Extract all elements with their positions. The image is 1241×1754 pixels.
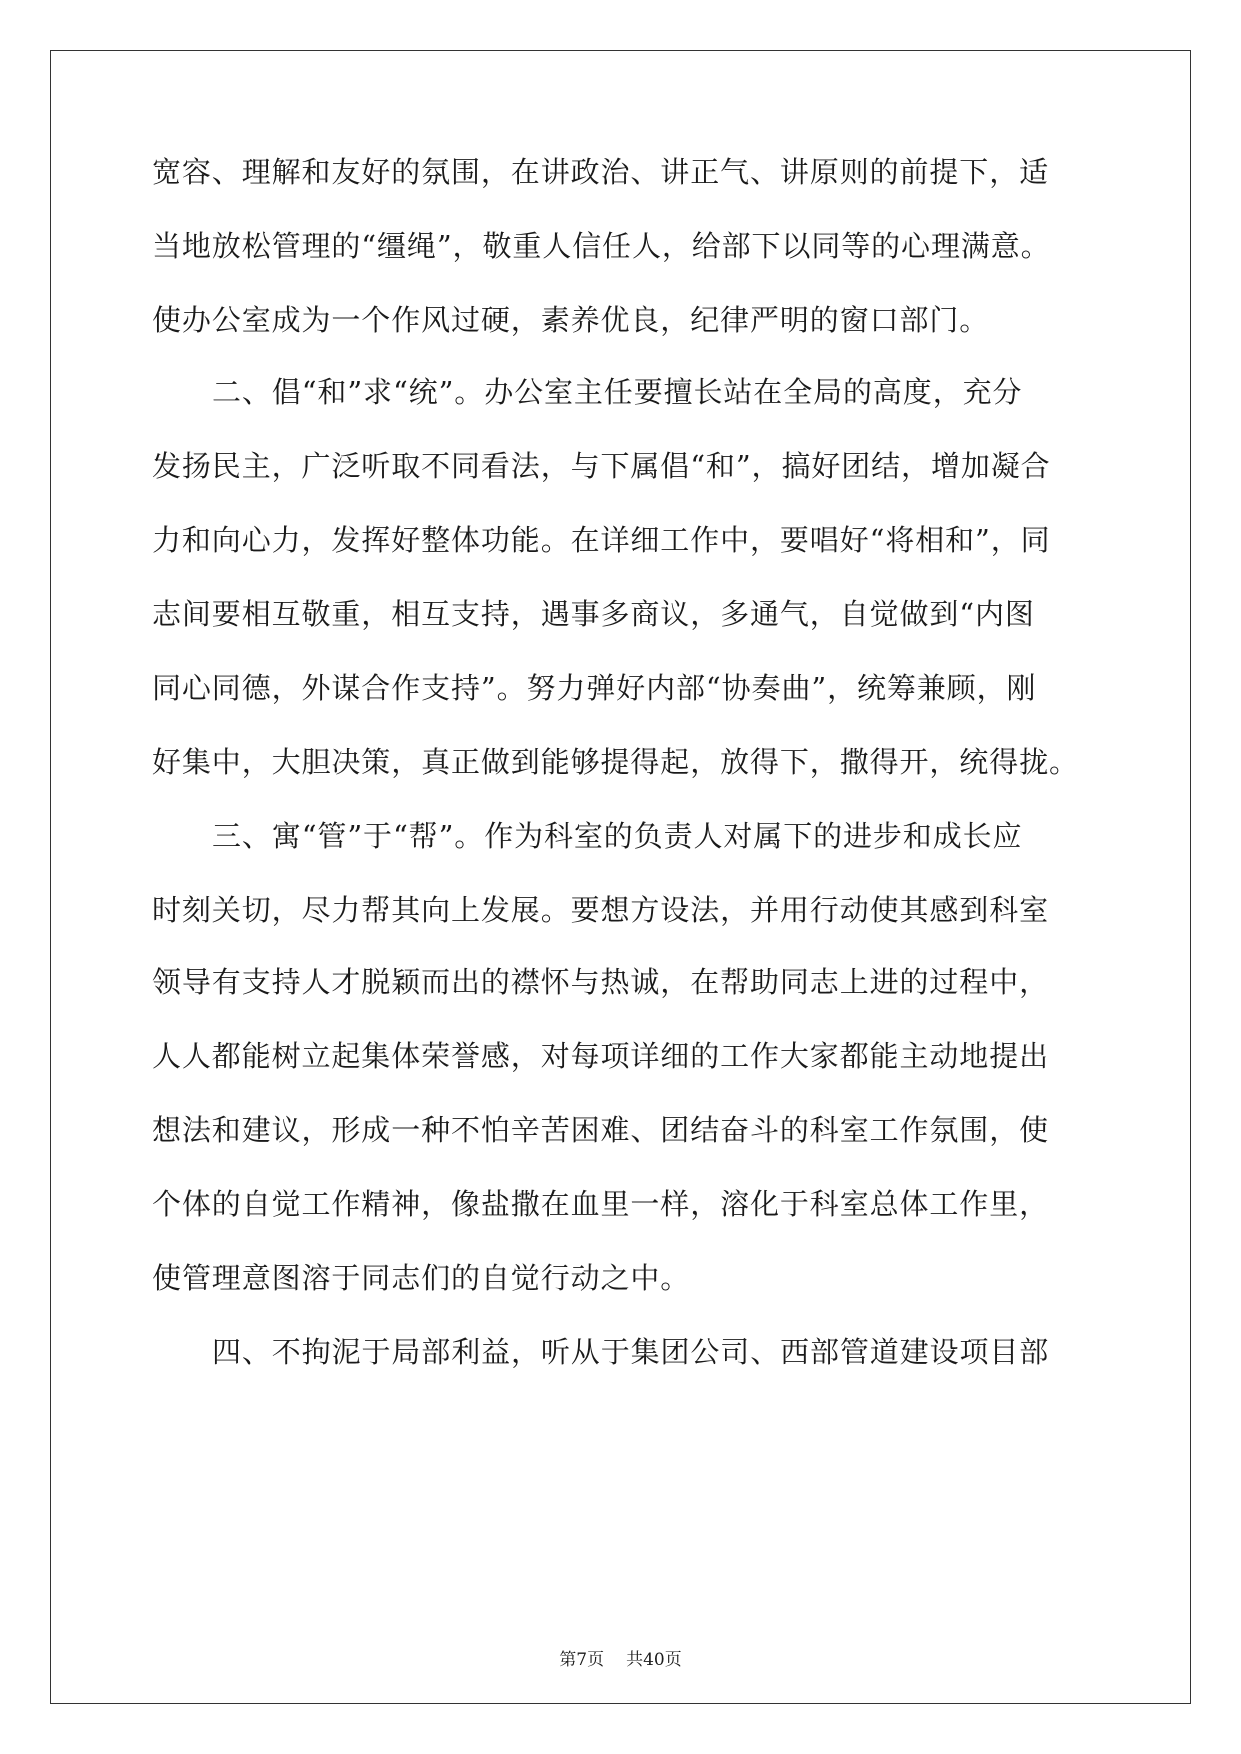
text-line: 领导有支持人才脱颖而出的襟怀与热诚，在帮助同志上进的过程中， xyxy=(152,965,1050,999)
page-number: 第7页 xyxy=(559,1650,605,1670)
text-line: 宽容、理解和友好的氛围，在讲政治、讲正气、讲原则的前提下，适 xyxy=(152,155,1050,189)
page-total: 共40页 xyxy=(626,1650,682,1670)
text-line: 当地放松管理的“缰绳”，敬重人信任人，给部下以同等的心理满意。 xyxy=(152,229,1051,263)
page-footer xyxy=(0,1648,1241,1672)
paragraph-start-line: 三、寓“管”于“帮”。作为科室的负责人对属下的进步和成长应 xyxy=(212,819,1023,853)
text-line: 好集中，大胆决策，真正做到能够提得起，放得下，撒得开，统得拢。 xyxy=(152,745,1079,779)
text-line: 使管理意图溶于同志们的自觉行动之中。 xyxy=(152,1261,691,1295)
text-line: 想法和建议，形成一种不怕辛苦困难、团结奋斗的科室工作氛围，使 xyxy=(152,1113,1050,1147)
text-line: 时刻关切，尽力帮其向上发展。要想方设法，并用行动使其感到科室 xyxy=(152,893,1050,927)
text-line: 人人都能树立起集体荣誉感，对每项详细的工作大家都能主动地提出 xyxy=(152,1039,1050,1073)
text-line: 使办公室成为一个作风过硬，素养优良，纪律严明的窗口部门。 xyxy=(152,303,990,337)
text-line: 发扬民主，广泛听取不同看法，与下属倡“和”，搞好团结，增加凝合 xyxy=(152,449,1051,483)
text-line: 个体的自觉工作精神，像盐撒在血里一样，溶化于科室总体工作里， xyxy=(152,1187,1050,1221)
page-border xyxy=(50,50,1191,1704)
paragraph-start-line: 四、不拘泥于局部利益，听从于集团公司、西部管道建设项目部 xyxy=(212,1335,1050,1369)
text-line: 力和向心力，发挥好整体功能。在详细工作中，要唱好“将相和”，同 xyxy=(152,523,1051,557)
paragraph-start-line: 二、倡“和”求“统”。办公室主任要擅长站在全局的高度，充分 xyxy=(212,375,1023,409)
text-line: 同心同德，外谋合作支持”。努力弹好内部“协奏曲”，统筹兼顾，刚 xyxy=(152,671,1037,705)
text-line: 志间要相互敬重，相互支持，遇事多商议，多通气，自觉做到“内图 xyxy=(152,597,1035,631)
